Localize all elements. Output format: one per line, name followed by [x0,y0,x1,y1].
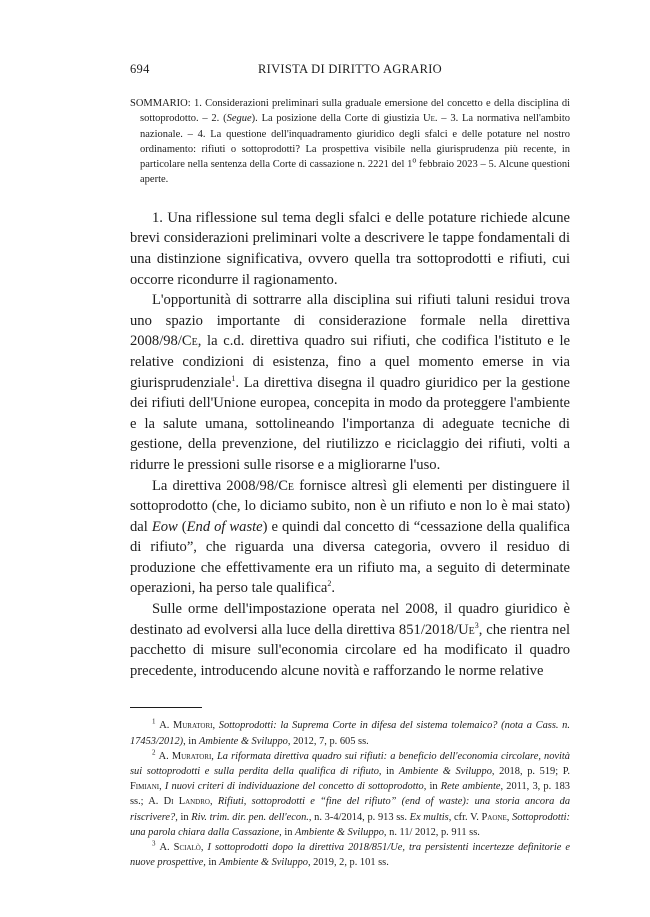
footnote-ref-2: 2 [327,579,332,589]
running-title: RIVISTA DI DIRITTO AGRARIO [258,62,442,76]
footnote-ref-3: 3 [474,620,479,630]
journal-page [130,62,570,870]
table-of-contents-summary [130,96,570,188]
body-paragraph-2: L'opportunità di sottrarre alla disciplina sui rifiuti taluni residui trova uno spazio importante di considerazione formale nella direttiva 2008/98/Ce, la c.d. direttiva quadro sui rifiuti, che codifica l'istituto e le relative condizioni di esistenza, fino a quel momento emerse in via giurisprudenziale$^1$. La direttiva disegna il quadro giuridico per la gestione dei rifiuti dell'Unione europea, concepita in modo da proteggere l'ambiente e la salute umana, sottolineando l'importanza di adeguate tecniche di gestione, della prevenzione, del riutilizzo e riciclaggio dei rifiuti, volti a ridurre le pressioni sulle risorse e a migliorarne l'uso. [130,292,570,473]
footnote-2: $^2$ A. Muratori, La riformata direttiva quadro sui rifiuti: a beneficio dell'economia circolare, novità sui sottoprodotti e sulla perdita della qualifica di rifiuto, in Ambiente & Sviluppo, 2018, p. 519; P. Fimiani, I nuovi criteri di individuazione del concetto di sottoprodotto, in Rete ambiente, 2011, 3, p. 183 ss.; A. Di Landro, Rifiuti, sottoprodotti e “fine del rifiuto” (end of waste): una storia ancora da riscrivere?, in Riv. trim. dir. pen. dell'econ., n. 3-4/2014, p. 913 ss. Ex multis, cfr. V. Paone, Sottoprodotti: una parola chiara dalla Cassazione, in Ambiente & Sviluppo, n. 11/ 2012, p. 911 ss. [130,748,571,838]
article-body [130,208,570,682]
running-header [130,62,570,82]
footnote-1: $^1$ A. Muratori, Sottoprodotti: la Suprema Corte in difesa del sistema tolemaico? (nota a Cass. n. 17453/2012), in Ambiente & Sviluppo, 2012, 7, p. 605 ss. [130,717,570,747]
summary-text: SOMMARIO: 1. Considerazioni preliminari sulla graduale emersione del concetto e della disciplina di sottoprodotto. – 2. (Segue). La posizione della Corte di giustizia Ue. – 3. La normativa nell'ambito nazionale. – 4. La questione dell'inquadramento giuridico degli sfalci e delle potature nel nostro ordinamento: rifiuti o sottoprodotti? La prospettiva visibile nella giurisprudenza più recente, in particolare nella sentenza della Corte di cassazione n. 2221 del 1$^o$ febbraio 2023 – 5. Alcune questioni aperte. [130,98,570,186]
footnote-ref-1: 1 [231,373,236,383]
footnote-3: $^3$ A. Scialò, I sottoprodotti dopo la direttiva 2018/851/Ue, tra persistenti incertezze definitorie e nuove prospettive, in Ambiente & Sviluppo, 2019, 2, p. 101 ss. [130,839,570,869]
body-paragraph-1: 1. Una riflessione sul tema degli sfalci e delle potature richiede alcune brevi considerazioni preliminari volte a descrivere le tappe fondamentali di una distinzione significativa, ovvero quella tra sottoprodotti e rifiuti, cui occorre ricondurre il ragionamento. [130,209,570,288]
footnote-separator [130,707,202,708]
footnotes [130,718,570,870]
page-number: 694 [130,62,150,76]
body-paragraph-3: La direttiva 2008/98/Ce fornisce altresì gli elementi per distinguere il sottoprodotto (che, lo diciamo subito, non è un rifiuto e non lo è mai stato) dal Eow (End of waste) e quindi dal concetto di “cessazione della qualifica di rifiuto”, che riguarda una diversa categoria, ovvero il residuo di produzione che effettivamente era un rifiuto ma, a seguito di determinate operazioni, ha perso tale qualifica$^2$. [130,477,571,597]
summary-label: SOMMARIO: [130,98,191,109]
body-paragraph-4: Sulle orme dell'impostazione operata nel 2008, il quadro giuridico è destinato ad evolversi alla luce della direttiva 851/2018/Ue$^3$, che rientra nel pacchetto di misure sull'economia circolare ed ha modificato il quadro precedente, introducendo alcune novità e rafforzando le norme relative [130,601,570,679]
